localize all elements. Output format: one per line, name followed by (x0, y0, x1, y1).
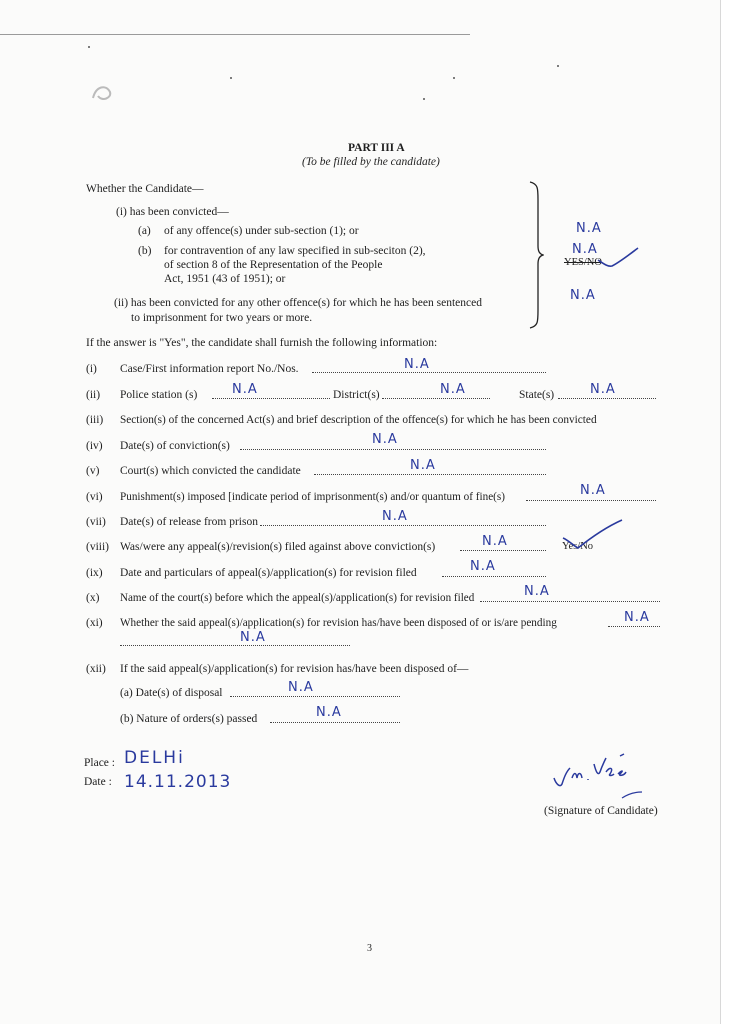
police-station-value: N.A (232, 382, 258, 397)
convicted-label: (i) has been convicted— (116, 206, 229, 218)
item-xi-value-1: N.A (624, 610, 650, 625)
item-i-number: (i) (86, 363, 97, 375)
part-title: PART III A (348, 142, 405, 154)
scan-smudge (88, 80, 118, 105)
item-iv-value: N.A (372, 432, 398, 447)
item-x-label: Name of the court(s) before which the appeal(s)/application(s) for revision filed (120, 592, 475, 604)
item-iv-number: (iv) (86, 440, 103, 452)
item-viii-number: (viii) (86, 541, 109, 553)
whether-candidate: Whether the Candidate— (86, 183, 204, 195)
clause-b-line3: Act, 1951 (43 of 1951); or (164, 273, 286, 285)
item-ix-value: N.A (470, 559, 496, 574)
disposal-date-label: (a) Date(s) of disposal (120, 687, 223, 699)
item-vi-label: Punishment(s) imposed [indicate period of imprisonment(s) and/or quantum of fine(s) (120, 491, 505, 503)
item-v-label: Court(s) which convicted the candidate (120, 465, 301, 477)
state-field (558, 398, 656, 399)
item-vi-field (526, 500, 656, 501)
item-x-number: (x) (86, 592, 100, 604)
top-rule (0, 34, 470, 35)
item-iv-label: Date(s) of conviction(s) (120, 440, 230, 452)
brace-icon (528, 180, 544, 330)
item-viii-label: Was/were any appeal(s)/revision(s) filed against above conviction(s) (120, 541, 436, 553)
handwritten-answer-b: N.A (572, 242, 598, 257)
item-i-label: Case/First information report No./Nos. (120, 363, 299, 375)
page-number: 3 (367, 943, 372, 954)
place-value: DELHi (124, 748, 185, 768)
place-label: Place : (84, 757, 115, 769)
if-yes-instruction: If the answer is "Yes", the candidate shall furnish the following information: (86, 337, 438, 349)
item-vii-number: (vii) (86, 516, 106, 528)
part-subtitle: (To be filled by the candidate) (302, 156, 440, 168)
tick-mark-icon (596, 246, 641, 270)
item-x-value: N.A (524, 584, 550, 599)
item-xi-field-2 (120, 645, 350, 646)
item-xii-label: If the said appeal(s)/application(s) for revision has/have been disposed of— (120, 663, 469, 675)
clause-ii-line1: (ii) has been convicted for any other offence(s) for which he has been sentenced (114, 297, 482, 309)
item-x-field (480, 601, 660, 602)
clause-b-line2: of section 8 of the Representation of the People (164, 259, 383, 271)
orders-passed-value: N.A (316, 705, 342, 720)
disposal-date-field (230, 696, 400, 697)
item-iv-field (240, 449, 546, 450)
disposal-date-value: N.A (288, 680, 314, 695)
item-viii-field (460, 550, 546, 551)
handwritten-answer-a: N.A (576, 221, 602, 236)
item-v-field (314, 474, 546, 475)
clause-ii-line2: to imprisonment for two years or more. (131, 312, 313, 324)
item-xi-field (608, 626, 660, 627)
police-station-field (212, 398, 330, 399)
district-label: District(s) (333, 389, 380, 401)
state-label: State(s) (519, 389, 555, 401)
district-value: N.A (440, 382, 466, 397)
item-iii-number: (iii) (86, 414, 104, 426)
scan-speck (557, 65, 559, 67)
scan-speck (230, 77, 232, 79)
police-station-label: Police station (s) (120, 389, 198, 401)
clause-a-text: of any offence(s) under sub-section (1); or (164, 225, 359, 237)
state-value: N.A (590, 382, 616, 397)
item-xi-number: (xi) (86, 617, 103, 629)
item-vi-number: (vi) (86, 491, 103, 503)
item-xi-value-2: N.A (240, 630, 266, 645)
item-iii-label: Section(s) of the concerned Act(s) and brief description of the offence(s) for which he has been convicted (120, 414, 597, 426)
yes-no-option: YES/NO (564, 257, 602, 268)
clause-b-marker: (b) (138, 245, 152, 257)
orders-passed-label: (b) Nature of orders(s) passed (120, 713, 258, 725)
item-xi-label: Whether the said appeal(s)/application(s) for revision has/have been disposed of or is/are pending (120, 617, 557, 629)
item-i-field (312, 372, 546, 373)
item-v-number: (v) (86, 465, 100, 477)
item-xii-number: (xii) (86, 663, 106, 675)
item-viii-yesno: Yes/No (562, 541, 594, 552)
clause-b-line1: for contravention of any law specified in sub-seciton (2), (164, 245, 426, 257)
item-i-value: N.A (404, 357, 430, 372)
item-v-value: N.A (410, 458, 436, 473)
signature-label: (Signature of Candidate) (544, 805, 658, 817)
page-edge (720, 0, 745, 1024)
scan-speck (453, 77, 455, 79)
item-ix-field (442, 576, 546, 577)
district-field (382, 398, 490, 399)
item-vii-field (260, 525, 546, 526)
signature-flourish (620, 790, 644, 800)
item-viii-value: N.A (482, 534, 508, 549)
item-vii-value: N.A (382, 509, 408, 524)
orders-passed-field (270, 722, 400, 723)
handwritten-answer-ii: N.A (570, 288, 596, 303)
item-ix-number: (ix) (86, 567, 103, 579)
date-label: Date : (84, 776, 112, 788)
item-vii-label: Date(s) of release from prison (120, 516, 258, 528)
tick-mark-icon (560, 518, 626, 552)
item-ii-number: (ii) (86, 389, 101, 401)
item-ix-label: Date and particulars of appeal(s)/application(s) for revision filed (120, 567, 417, 579)
scan-speck (423, 98, 425, 100)
item-vi-value: N.A (580, 483, 606, 498)
scan-speck (88, 46, 90, 48)
clause-a-marker: (a) (138, 225, 151, 237)
date-value: 14.11.2013 (124, 772, 232, 792)
